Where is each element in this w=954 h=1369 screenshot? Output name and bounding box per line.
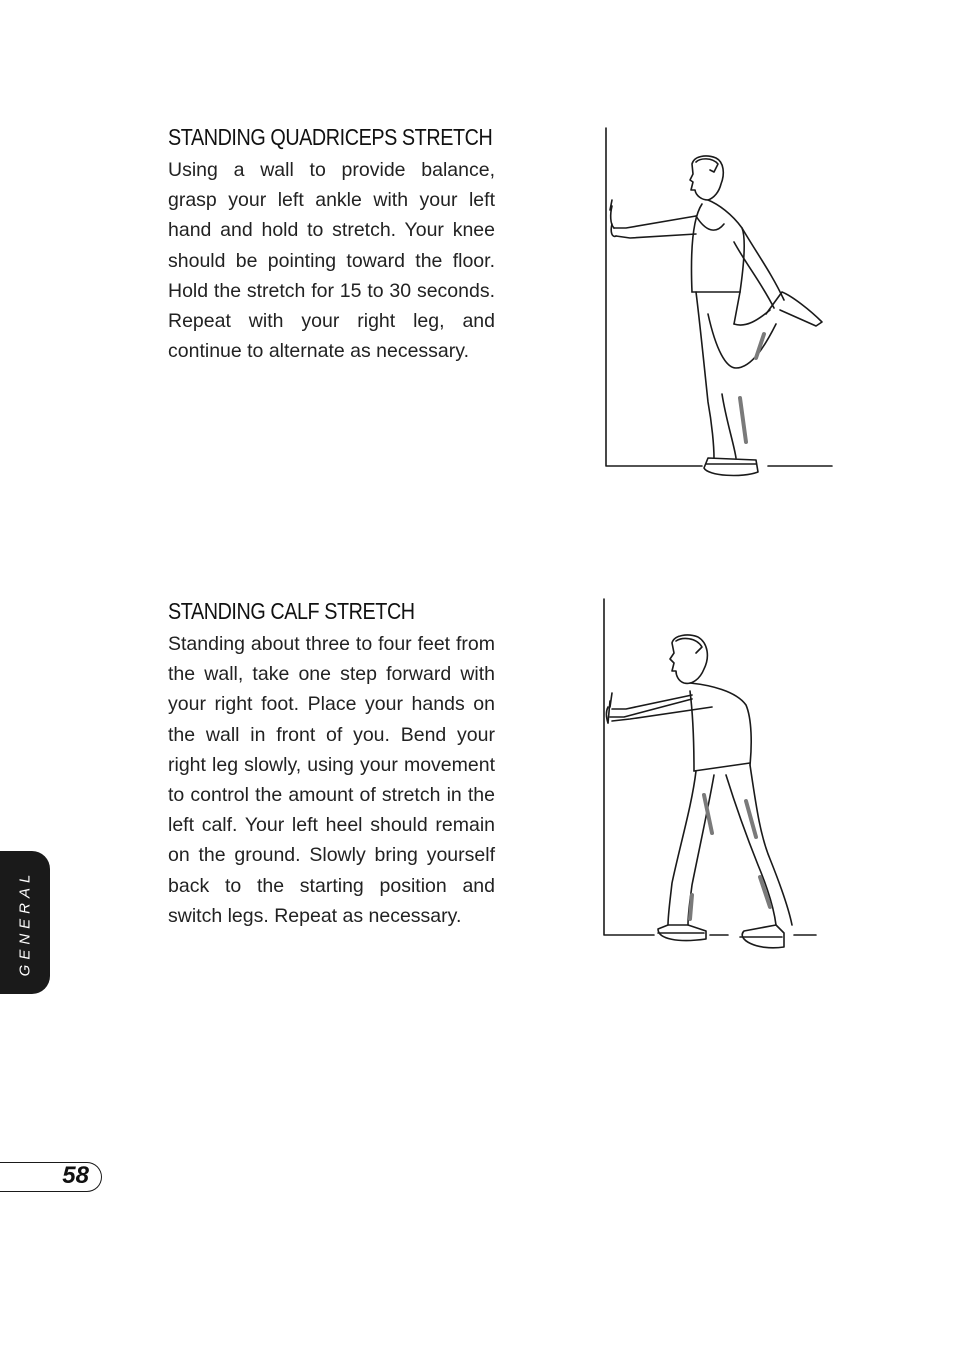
calf-stretch-illustration (596, 595, 821, 957)
quadriceps-stretch-illustration (596, 124, 836, 484)
calf-stretch-title: STANDING CALF STRETCH (168, 598, 415, 624)
quadriceps-stretch-text: Using a wall to provide balance, grasp your left ankle with your left hand and hold to stretch. Your knee should be pointing toward the floor. Hold the stretch for 15 to 30 seconds. Repeat with your right leg, and continue to alternate as necessary. (168, 159, 495, 363)
calf-stretch-section (168, 598, 495, 931)
calf-stretch-text: Standing about three to four feet from the wall, take one step forward with your right foot. Place your hands on the wall in front of you. Bend your right leg slowly, using your movement to control the amount of stretch in the left calf. Your left heel should remain on the ground. Slowly bring yourself back to the starting position and switch legs. Repeat as necessary. (168, 633, 495, 927)
page-number: 58 (62, 1162, 89, 1189)
quadriceps-stretch-title: STANDING QUADRICEPS STRETCH (168, 124, 493, 150)
quadriceps-stretch-section (168, 124, 495, 366)
page-number-box (0, 1162, 102, 1192)
section-tab (0, 851, 50, 994)
section-tab-label: GENERAL (16, 869, 34, 976)
